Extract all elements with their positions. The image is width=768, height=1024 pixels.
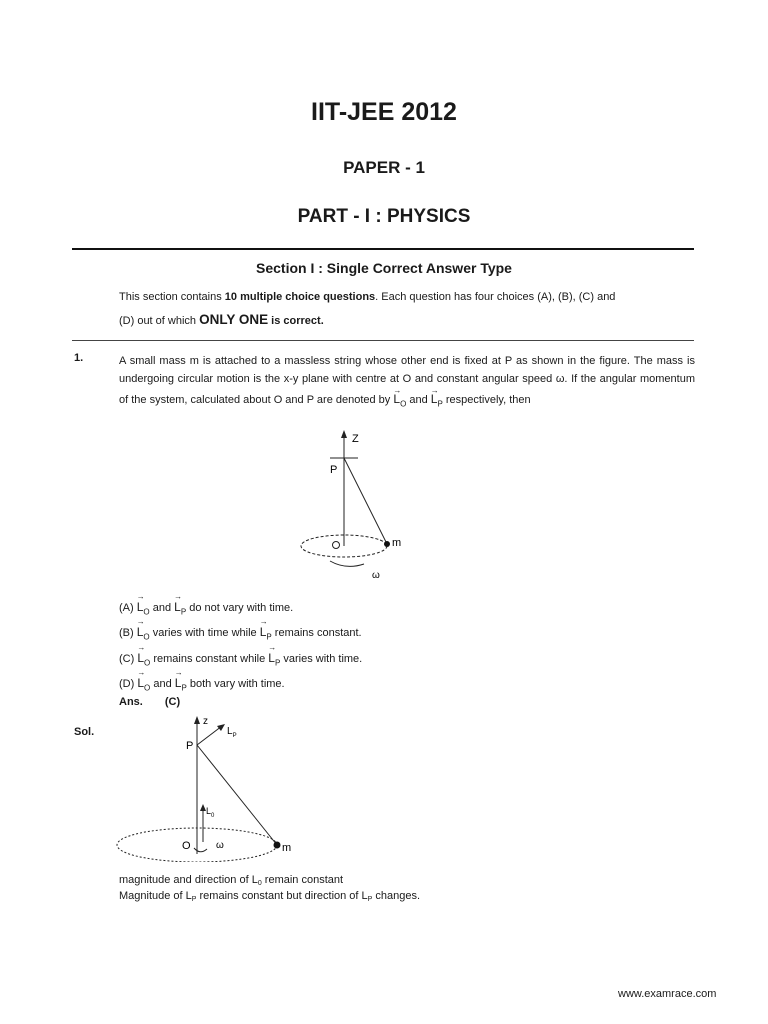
omega-label: ω	[372, 570, 380, 581]
paper-label: PAPER - 1	[343, 158, 425, 177]
option-connector: varies with time while	[152, 627, 257, 639]
answer-line	[119, 696, 180, 708]
lo-letter: L	[206, 806, 212, 816]
string-line	[344, 458, 387, 544]
vec-symbol: L	[393, 392, 401, 406]
lp-letter: L	[227, 726, 233, 737]
solution-subscript: P	[191, 896, 197, 903]
option-connector: remains constant while	[153, 653, 266, 665]
solution-text: Magnitude of L	[119, 890, 192, 902]
solution-figure	[110, 712, 300, 862]
solution-text: remain constant	[261, 874, 344, 886]
vec-subscript: P	[180, 607, 187, 617]
vector-l-o	[137, 649, 150, 667]
intro-text-2b: is correct.	[268, 315, 324, 327]
option-tail: varies with time.	[283, 653, 363, 665]
lo-subscript: 0	[211, 813, 215, 819]
option-tail: remains constant.	[274, 627, 362, 639]
solution-subscript: 0	[257, 880, 262, 887]
option-connector: and	[152, 602, 172, 614]
vec-symbol: L	[174, 676, 182, 690]
option-tail: both vary with time.	[189, 678, 285, 690]
z-label: Z	[352, 433, 359, 445]
vec-subscript: P	[437, 399, 443, 409]
vector-l-o	[393, 388, 406, 413]
vector-l-p	[174, 598, 186, 616]
vec-subscript: O	[143, 607, 150, 617]
part-label: PART - I : PHYSICS	[297, 206, 471, 227]
intro-bold: 10 multiple choice questions	[224, 291, 376, 303]
vec-subscript: O	[144, 658, 151, 668]
vec-subscript: P	[266, 632, 272, 642]
section-title: Section I : Single Correct Answer Type	[256, 260, 512, 276]
vector-l-p	[268, 649, 280, 667]
solution-text: changes.	[372, 890, 421, 902]
option-letter: (B)	[119, 627, 134, 639]
document-title: IIT-JEE 2012	[311, 98, 457, 126]
option-tail: do not vary with time.	[189, 602, 294, 614]
vector-l-o	[137, 623, 150, 641]
option-letter: (A)	[119, 602, 134, 614]
question-and: and	[406, 394, 431, 406]
vec-symbol: L	[136, 600, 144, 614]
lp-label	[227, 726, 237, 739]
z-axis-arrowhead	[194, 716, 200, 724]
intro-text-2a: (D) out of which	[119, 315, 200, 327]
option-d	[119, 674, 285, 692]
option-letter: (D)	[119, 678, 135, 690]
solution-text: magnitude and direction of L	[119, 874, 258, 886]
option-b	[119, 623, 362, 641]
lp-subscript: P	[232, 733, 237, 739]
answer-label: Ans.	[119, 696, 143, 708]
solution-label: Sol.	[74, 726, 95, 738]
question-body: A small mass m is attached to a massless string whose other end is fixed at P as shown in the figure. The mass is undergoing circular motion is the x-y plane with centre at O and constant angular speed ω. If the angular momentum of the system, calculated about O and P are denoted by	[119, 355, 695, 406]
option-letter: (C)	[119, 653, 135, 665]
solution-line-1	[119, 874, 343, 887]
omega-arc	[194, 848, 207, 852]
divider-top	[72, 248, 694, 250]
option-a	[119, 598, 293, 616]
vec-subscript: O	[400, 399, 407, 409]
z-label: z	[203, 716, 208, 727]
mass-m	[384, 541, 390, 547]
omega-label: ω	[216, 840, 224, 851]
mass-m	[274, 842, 281, 849]
p-label: P	[330, 464, 338, 476]
section-intro-line2	[119, 313, 709, 328]
vec-symbol: L	[137, 651, 145, 665]
intro-text-cont: . Each question has four choices (A), (B), (C) and	[375, 291, 616, 303]
vec-subscript: O	[144, 683, 151, 693]
footer-site: www.examrace.com	[618, 988, 717, 1000]
m-label: m	[282, 842, 292, 854]
m-label: m	[392, 537, 402, 549]
lo-label	[206, 806, 215, 819]
vector-l-o	[137, 674, 150, 692]
vec-symbol: L	[268, 651, 275, 665]
lp-arrowhead	[217, 724, 225, 731]
answer-value: (C)	[164, 696, 181, 708]
lp-vector	[197, 726, 222, 745]
question-tail: respectively, then	[442, 394, 531, 406]
vector-l-p	[175, 674, 187, 692]
vector-l-p	[431, 388, 443, 413]
intro-text: This section contains	[119, 291, 225, 303]
z-axis-arrowhead	[341, 430, 347, 438]
vec-symbol: L	[174, 600, 181, 614]
solution-subscript: P	[367, 896, 373, 903]
vec-symbol: L	[136, 625, 144, 639]
divider-section	[72, 340, 694, 341]
question-number: 1.	[74, 352, 84, 364]
vec-symbol: L	[137, 676, 145, 690]
vec-subscript: P	[181, 683, 187, 693]
option-c	[119, 649, 362, 667]
question-text	[119, 352, 695, 413]
o-label: O	[182, 840, 191, 852]
vec-symbol: L	[259, 625, 267, 639]
option-connector: and	[153, 678, 172, 690]
vec-subscript: P	[274, 658, 281, 668]
vector-l-p	[260, 623, 272, 641]
solution-line-2	[119, 890, 420, 903]
only-one-label: ONLY ONE	[199, 312, 269, 327]
section-intro-line1	[119, 290, 709, 304]
p-label: P	[186, 740, 194, 752]
vec-symbol: L	[430, 392, 438, 406]
question-figure	[290, 428, 420, 588]
omega-arc	[330, 561, 364, 566]
solution-text: remains constant but direction of L	[196, 890, 368, 902]
vec-subscript: O	[143, 632, 150, 642]
center-o	[333, 542, 340, 549]
vector-l-o	[137, 598, 150, 616]
